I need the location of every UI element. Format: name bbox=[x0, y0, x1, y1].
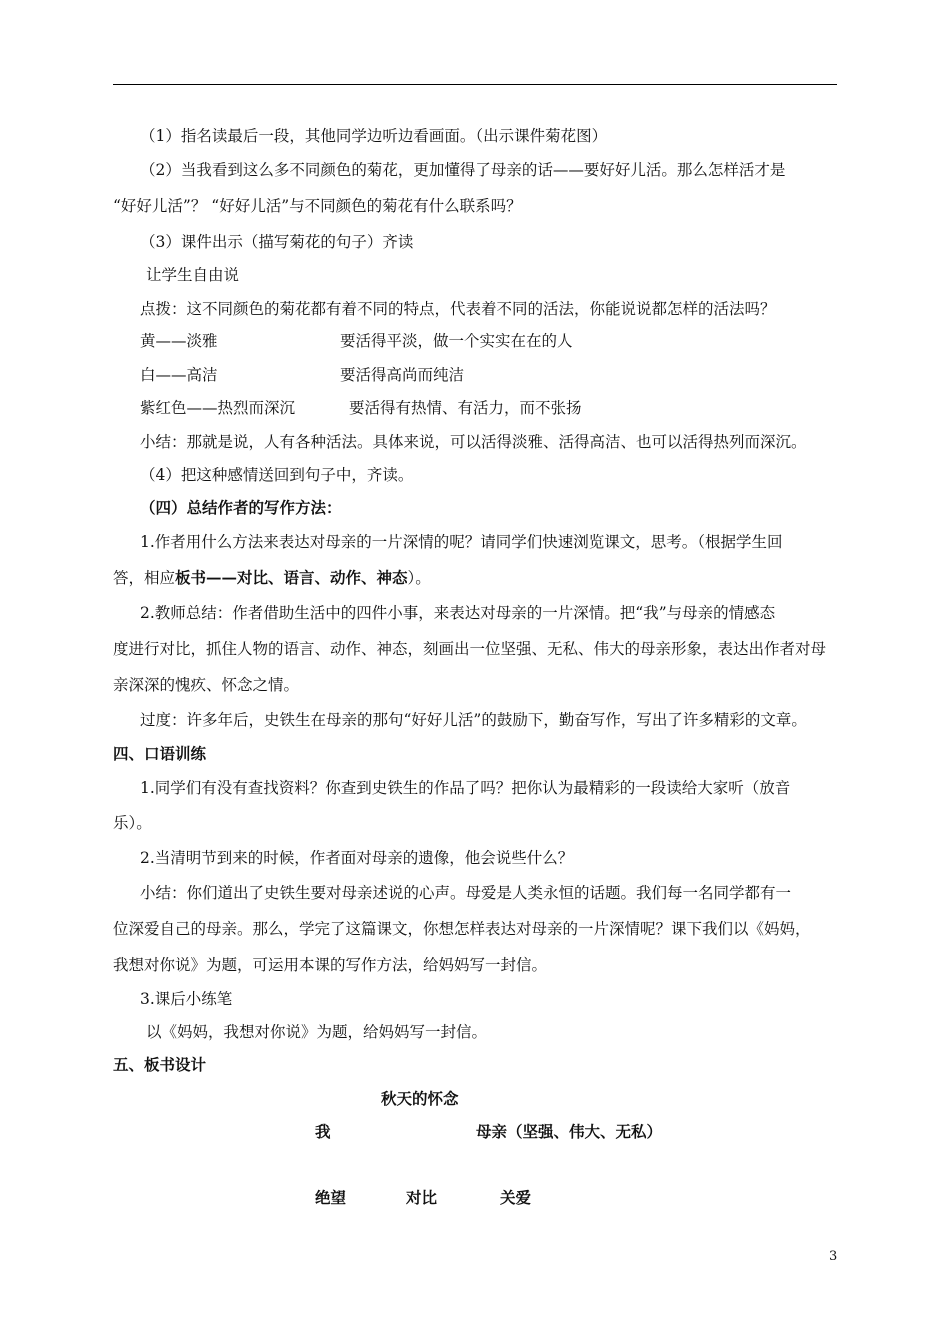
board-left: 我 bbox=[315, 1122, 331, 1141]
chrysanthemum-meaning: 要活得有热情、有活力，而不张扬 bbox=[349, 399, 582, 417]
text-line: 位深爱自己的母亲。那么，学完了这篇课文，你想怎样表达对母亲的一片深情呢？课下我们以《妈妈， bbox=[113, 920, 811, 938]
text-line: 过度：许多年后，史铁生在母亲的那句“好好儿活”的鼓励下，勤奋写作，写出了许多精彩的文章。 bbox=[140, 711, 807, 729]
text-line: 小结：那就是说，人有各种活法。具体来说，可以活得淡雅、活得高洁、也可以活得热列而深沉。 bbox=[140, 433, 807, 451]
text-line: 3.课后小练笔 bbox=[140, 990, 233, 1008]
board-title: 秋天的怀念 bbox=[381, 1089, 459, 1108]
text-line: 以《妈妈，我想对你说》为题，给妈妈写一封信。 bbox=[146, 1023, 488, 1041]
section-heading: 四、口语训练 bbox=[113, 744, 207, 763]
text-line: 2.当清明节到来的时候，作者面对母亲的遗像，他会说些什么？ bbox=[140, 849, 574, 867]
chrysanthemum-color: 黄——淡雅 bbox=[140, 332, 218, 350]
board-bottom-right: 关爱 bbox=[500, 1188, 532, 1207]
header-rule bbox=[113, 84, 837, 85]
chrysanthemum-color: 紫红色——热烈而深沉 bbox=[140, 399, 296, 417]
text-line: （3）课件出示（描写菊花的句子）齐读 bbox=[140, 233, 414, 251]
board-note: 板书——对比、语言、动作、神态 bbox=[175, 568, 408, 587]
text-line: 度进行对比，抓住人物的语言、动作、神态，刻画出一位坚强、无私、伟大的母亲形象，表达出作者对母 bbox=[113, 640, 827, 658]
text-line bbox=[113, 568, 431, 588]
section-heading: （四）总结作者的写作方法： bbox=[140, 498, 342, 517]
chrysanthemum-meaning: 要活得高尚而纯洁 bbox=[340, 366, 465, 384]
text-line: 亲深深的愧疚、怀念之情。 bbox=[113, 676, 300, 694]
text-line: 让学生自由说 bbox=[146, 266, 240, 284]
text-line: 我想对你说》为题，可运用本课的写作方法，给妈妈写一封信。 bbox=[113, 956, 548, 974]
text-line: 乐）。 bbox=[113, 814, 152, 832]
text-line: （4）把这种感情送回到句子中，齐读。 bbox=[140, 466, 414, 484]
text-line: 2.教师总结：作者借助生活中的四件小事，来表达对母亲的一片深情。把“我”与母亲的情感态 bbox=[140, 604, 776, 622]
text-line: 点拨：这不同颜色的菊花都有着不同的特点，代表着不同的活法，你能说说都怎样的活法吗？ bbox=[140, 300, 776, 318]
section-heading: 五、板书设计 bbox=[113, 1055, 207, 1074]
board-right: 母亲（坚强、伟大、无私） bbox=[476, 1122, 663, 1141]
text-line: 1.作者用什么方法来表达对母亲的一片深情的呢？请同学们快速浏览课文，思考。（根据学生回 bbox=[140, 533, 783, 551]
text-line: （2）当我看到这么多不同颜色的菊花，更加懂得了母亲的话——要好好儿活。那么怎样活才是 bbox=[140, 161, 786, 179]
text-line: 1.同学们有没有查找资料？你查到史铁生的作品了吗？把你认为最精彩的一段读给大家听（放音 bbox=[140, 779, 791, 797]
text-run: ）。 bbox=[407, 569, 431, 587]
chrysanthemum-color: 白——高洁 bbox=[140, 366, 218, 384]
text-line: “好好儿活”？ “好好儿活”与不同颜色的菊花有什么联系吗？ bbox=[113, 197, 522, 215]
board-bottom-left: 绝望 bbox=[315, 1188, 347, 1207]
text-line: 小结：你们道出了史铁生要对母亲述说的心声。母爱是人类永恒的话题。我们每一名同学都有一 bbox=[140, 884, 792, 902]
text-line: （1）指名读最后一段，其他同学边听边看画面。（出示课件菊花图） bbox=[140, 127, 608, 145]
chrysanthemum-meaning: 要活得平淡，做一个实实在在的人 bbox=[340, 332, 573, 350]
page-number: 3 bbox=[829, 1249, 838, 1264]
text-run: 答，相应 bbox=[113, 569, 176, 587]
board-bottom-mid: 对比 bbox=[406, 1188, 438, 1207]
